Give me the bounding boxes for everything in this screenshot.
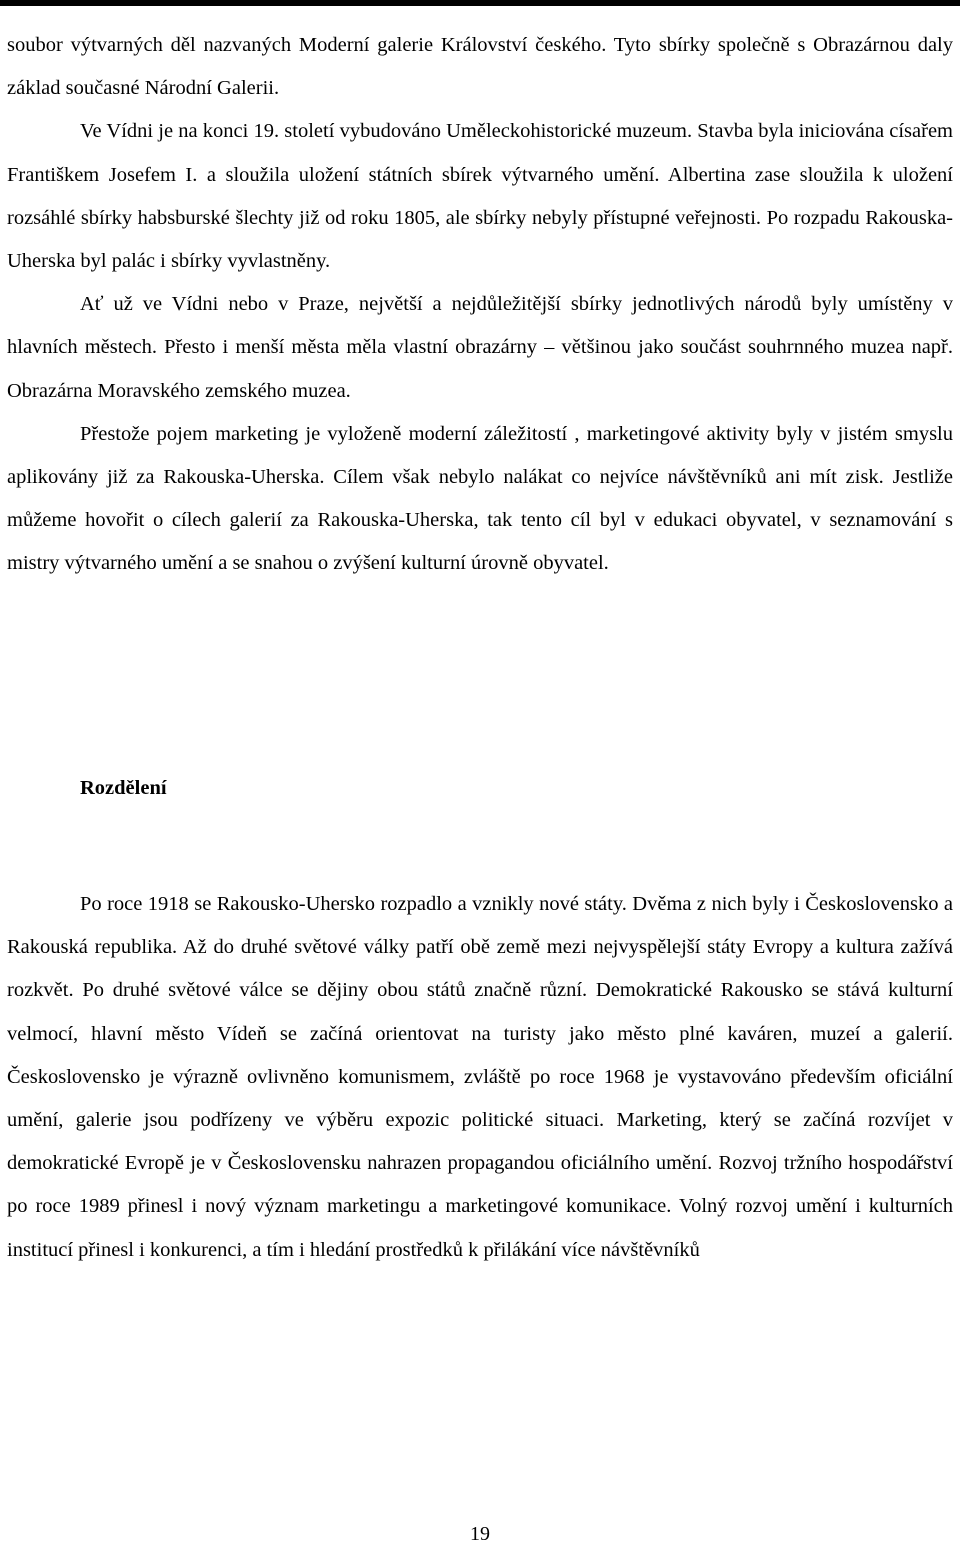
page-number: 19 xyxy=(470,1523,490,1545)
paragraph-marketing-history: Přestože pojem marketing je vyloženě moderní záležitostí , marketingové aktivity byly v jistém smyslu aplikovány již za Rakouska-Uherska. Cílem však nebylo nalákat co nejvíce návštěvníků ani mít zisk. Jestliže můžeme hovořit o cílech galerií za Rakouska-Uherska, tak tento cíl byl v edukaci obyvatel, v seznamování s mistry výtvarného umění a se snahou o zvýšení kulturní úrovně obyvatel. xyxy=(7,422,953,575)
section-heading: Rozdělení xyxy=(80,777,167,799)
paragraph-continuation: soubor výtvarných děl nazvaných Moderní galerie Království českého. Tyto sbírky společně s Obrazárnou daly základ současné Národní Galerii. xyxy=(7,34,953,100)
paragraph-vienna-museum: Ve Vídni je na konci 19. století vybudováno Uměleckohistorické muzeum. Stavba byla iniciována císařem Františkem Josefem I. a sloužila uložení státních sbírek výtvarného umění. Albertina zase sloužila k uložení rozsáhlé sbírky habsburské šlechty již od roku 1805, ale sbírky nebyly přístupné veřejnosti. Po rozpadu Rakouska-Uherska byl palác i sbírky vyvlastněny. xyxy=(7,120,953,273)
document-page-lower xyxy=(7,883,953,1272)
top-border-rule xyxy=(0,0,960,6)
paragraph-division: Po roce 1918 se Rakousko-Uhersko rozpadlo a vznikly nové státy. Dvěma z nich byly i Československo a Rakouská republika. Až do druhé světové války patří obě země mezi nejvyspělejší státy Evropy a kultura zažívá rozkvět. Po druhé světové válce se dějiny obou států značně různí. Demokratické Rakousko se stává kulturní velmocí, hlavní město Vídeň se začíná orientovat na turisty jako město plné kaváren, muzeí a galerií. Československo je výrazně ovlivněno komunismem, zvláště po roce 1968 je vystavováno především oficiální umění, galerie jsou podřízeny ve výběru expozic politické situaci. Marketing, který se začíná rozvíjet v demokratické Evropě je v Československu nahrazen propagandou oficiálního umění. Rozvoj tržního hospodářství po roce 1989 přinesl i nový význam marketingu a marketingové komunikace. Volný rozvoj umění i kulturních institucí přinesl i konkurenci, a tím i hledání prostředků k přilákání více návštěvníků xyxy=(7,893,953,1261)
document-page xyxy=(7,24,953,586)
paragraph-capital-collections: Ať už ve Vídni nebo v Praze, největší a nejdůležitější sbírky jednotlivých národů byly umístěny v hlavních městech. Přesto i menší města měla vlastní obrazárny – většinou jako součást souhrnného muzea např. Obrazárna Moravského zemského muzea. xyxy=(7,293,953,402)
